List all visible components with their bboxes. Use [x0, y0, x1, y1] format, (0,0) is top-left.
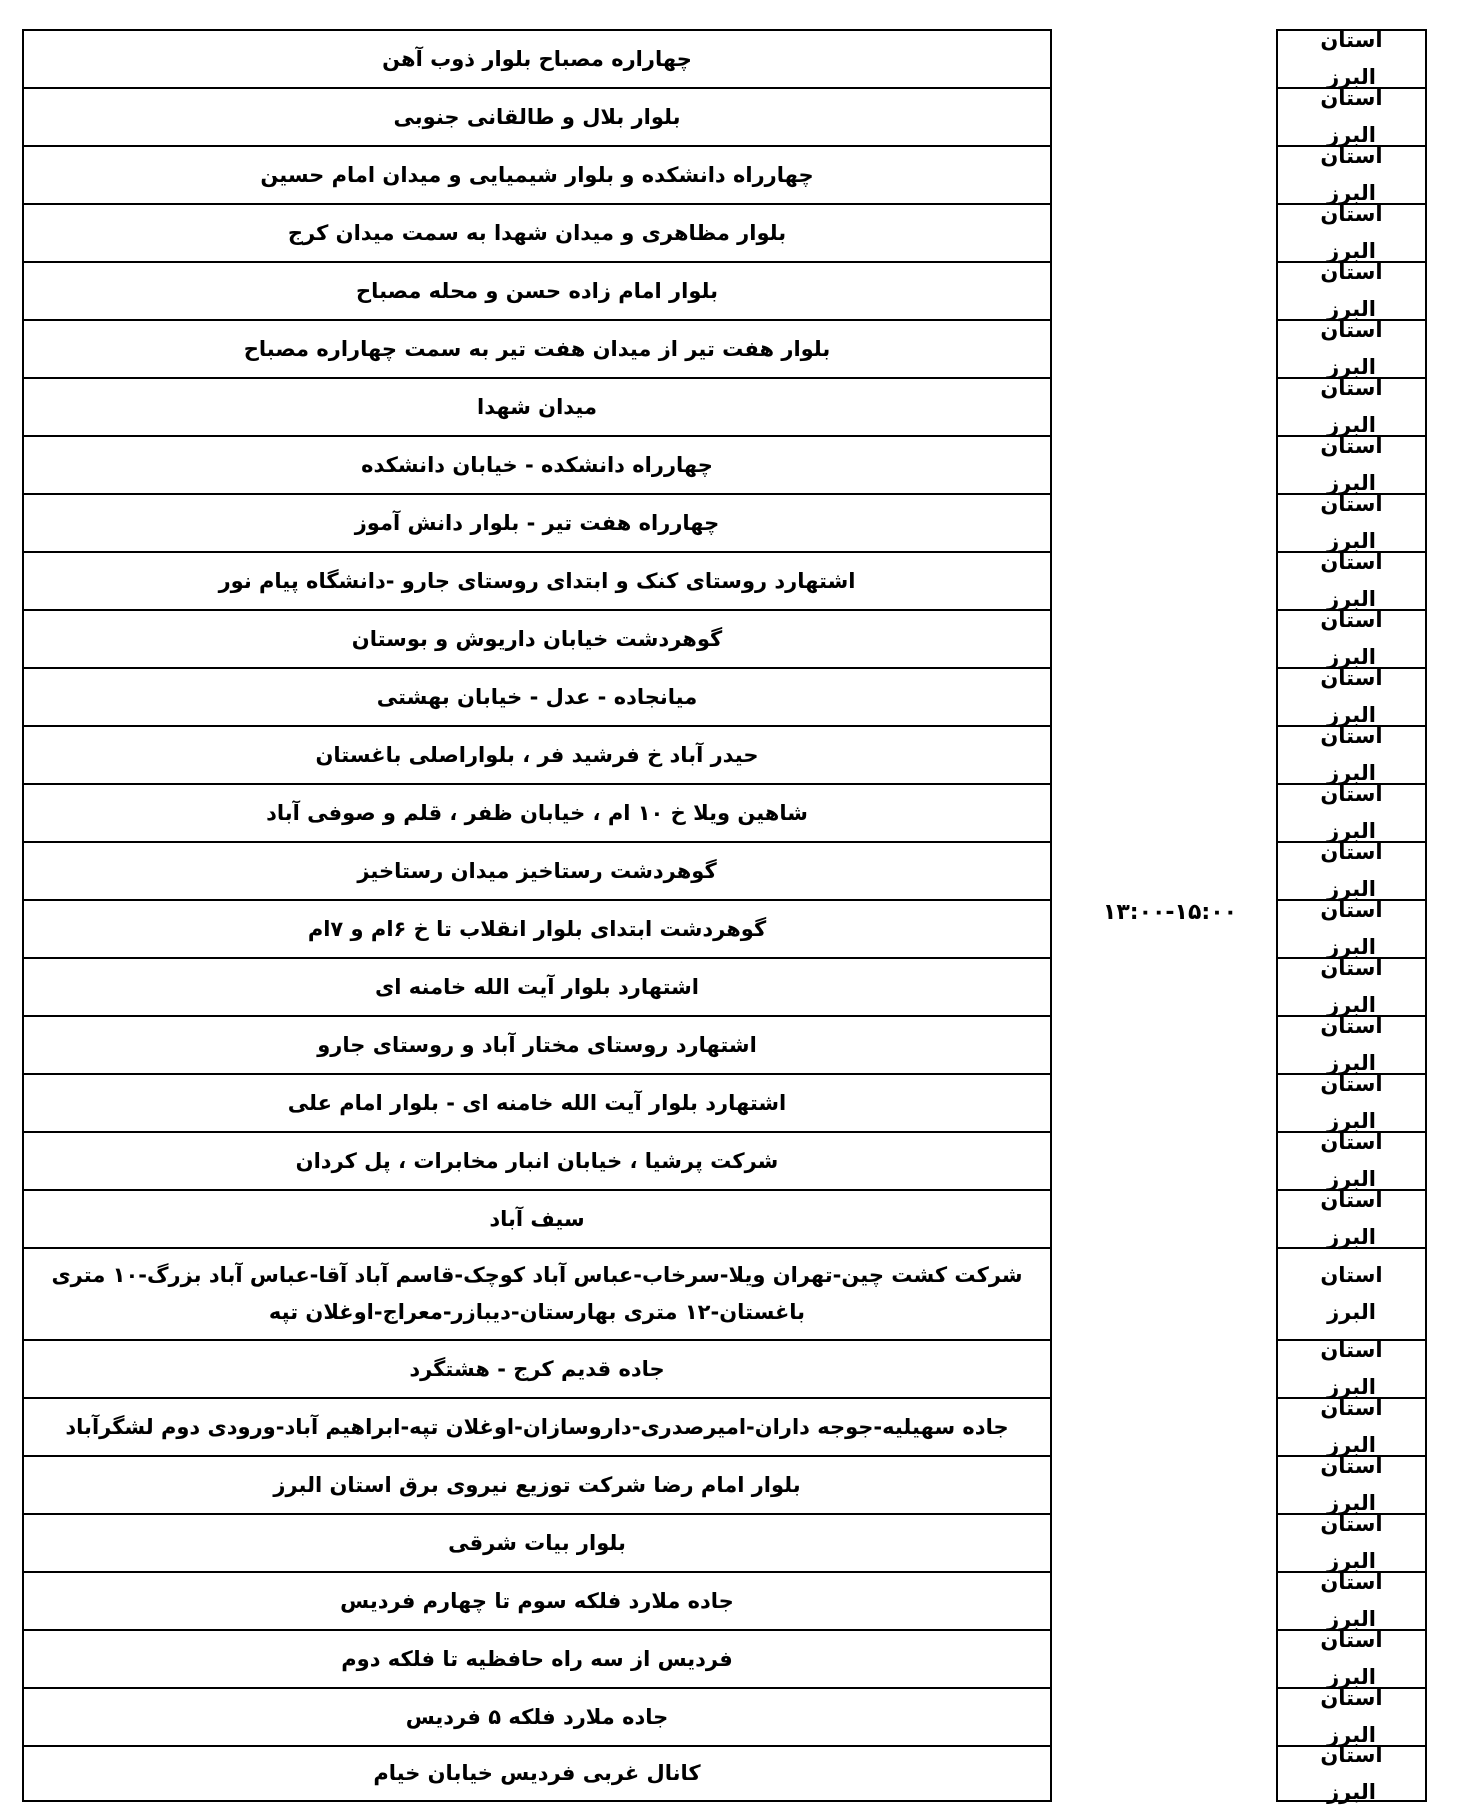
province-cell: استان البرز [1278, 379, 1425, 437]
province-cell: استان البرز [1278, 495, 1425, 553]
address-cell: سیف آباد [24, 1191, 1050, 1249]
province-column [1276, 29, 1427, 1802]
address-cell: چهارراه هفت تیر - بلوار دانش آموز [24, 495, 1050, 553]
address-column [22, 29, 1052, 1802]
address-cell: حیدر آباد خ فرشید فر ، بلواراصلی باغستان [24, 727, 1050, 785]
address-cell: چهاراره مصباح بلوار ذوب آهن [24, 31, 1050, 89]
address-cell: بلوار مظاهری و میدان شهدا به سمت میدان کرج [24, 205, 1050, 263]
province-cell: استان البرز [1278, 1075, 1425, 1133]
time-range: ۱۳:۰۰-۱۵:۰۰ [1102, 900, 1238, 925]
province-cell: استان البرز [1278, 1457, 1425, 1515]
province-cell: استان البرز [1278, 31, 1425, 89]
province-cell: استان البرز [1278, 1689, 1425, 1747]
address-cell: بلوار هفت تیر از میدان هفت تیر به سمت چهاراره مصباح [24, 321, 1050, 379]
province-cell: استان البرز [1278, 263, 1425, 321]
province-cell: استان البرز [1278, 205, 1425, 263]
province-cell: استان البرز [1278, 89, 1425, 147]
province-cell: استان البرز [1278, 1191, 1425, 1249]
address-cell: بلوار بیات شرقی [24, 1515, 1050, 1573]
province-cell: استان البرز [1278, 669, 1425, 727]
address-cell: بلوار امام رضا شرکت توزیع نیروی برق استان البرز [24, 1457, 1050, 1515]
province-cell: استان البرز [1278, 1341, 1425, 1399]
address-cell: گوهردشت رستاخیز میدان رستاخیز [24, 843, 1050, 901]
address-cell: اشتهارد بلوار آیت الله خامنه ای - بلوار امام علی [24, 1075, 1050, 1133]
address-cell: جاده ملارد فلکه سوم تا چهارم فردیس [24, 1573, 1050, 1631]
address-cell: جاده سهیلیه-جوجه داران-امیرصدری-داروسازان-اوغلان تپه-ابراهیم آباد-ورودی دوم لشگرآباد [24, 1399, 1050, 1457]
address-cell: شرکت پرشیا ، خیابان انبار مخابرات ، پل کردان [24, 1133, 1050, 1191]
province-cell: استان البرز [1278, 727, 1425, 785]
address-cell: کانال غربی فردیس خیابان خیام [373, 1761, 701, 1786]
province-cell: استان البرز [1278, 959, 1425, 1017]
province-cell: استان البرز [1278, 1249, 1425, 1341]
address-cell: جاده ملارد فلکه ۵ فردیس [24, 1689, 1050, 1747]
province-cell: استان البرز [1278, 553, 1425, 611]
address-cell: اشتهارد بلوار آیت الله خامنه ای [24, 959, 1050, 1017]
address-cell: اشتهارد روستای مختار آباد و روستای جارو [24, 1017, 1050, 1075]
address-cell: بلوار بلال و طالقانی جنوبی [24, 89, 1050, 147]
address-cell: چهارراه دانشکده - خیابان دانشکده [24, 437, 1050, 495]
province-cell: استان البرز [1278, 1133, 1425, 1191]
province-cell: استان البرز [1278, 1017, 1425, 1075]
address-cell: شاهین ویلا خ ۱۰ ام ، خیابان ظفر ، قلم و صوفی آباد [24, 785, 1050, 843]
province-cell: استان البرز [1278, 321, 1425, 379]
address-cell: گوهردشت خیابان داریوش و بوستان [24, 611, 1050, 669]
province-cell: استان البرز [1278, 437, 1425, 495]
province-cell: استان البرز [1278, 785, 1425, 843]
province-cell: استان البرز [1278, 1399, 1425, 1457]
province-cell: استان البرز [1278, 147, 1425, 205]
province-cell: استان البرز [1278, 611, 1425, 669]
province-cell: استان البرز [1320, 1742, 1383, 1804]
address-cell: میانجاده - عدل - خیابان بهشتی [24, 669, 1050, 727]
address-cell: گوهردشت ابتدای بلوار انقلاب تا خ ۶ام و ۷ام [24, 901, 1050, 959]
address-cell: چهارراه دانشکده و بلوار شیمیایی و میدان امام حسین [24, 147, 1050, 205]
address-cell: بلوار امام زاده حسن و محله مصباح [24, 263, 1050, 321]
address-cell: میدان شهدا [24, 379, 1050, 437]
province-cell: استان البرز [1278, 843, 1425, 901]
province-cell: استان البرز [1278, 1631, 1425, 1689]
address-cell: اشتهارد روستای کنک و ابتدای روستای جارو -دانشگاه پیام نور [24, 553, 1050, 611]
address-cell: شرکت کشت چین-تهران ویلا-سرخاب-عباس آباد کوچک-قاسم آباد آقا-عباس آباد بزرگ-۱۰ متری باغستان-۱۲ متری بهارستان-دیبازر-معراج-اوغلان تپه [24, 1249, 1050, 1341]
province-cell: استان البرز [1278, 901, 1425, 959]
province-cell: استان البرز [1278, 1515, 1425, 1573]
province-cell: استان البرز [1278, 1573, 1425, 1631]
address-cell: جاده قدیم کرج - هشتگرد [24, 1341, 1050, 1399]
address-cell: فردیس از سه راه حافظیه تا فلکه دوم [24, 1631, 1050, 1689]
